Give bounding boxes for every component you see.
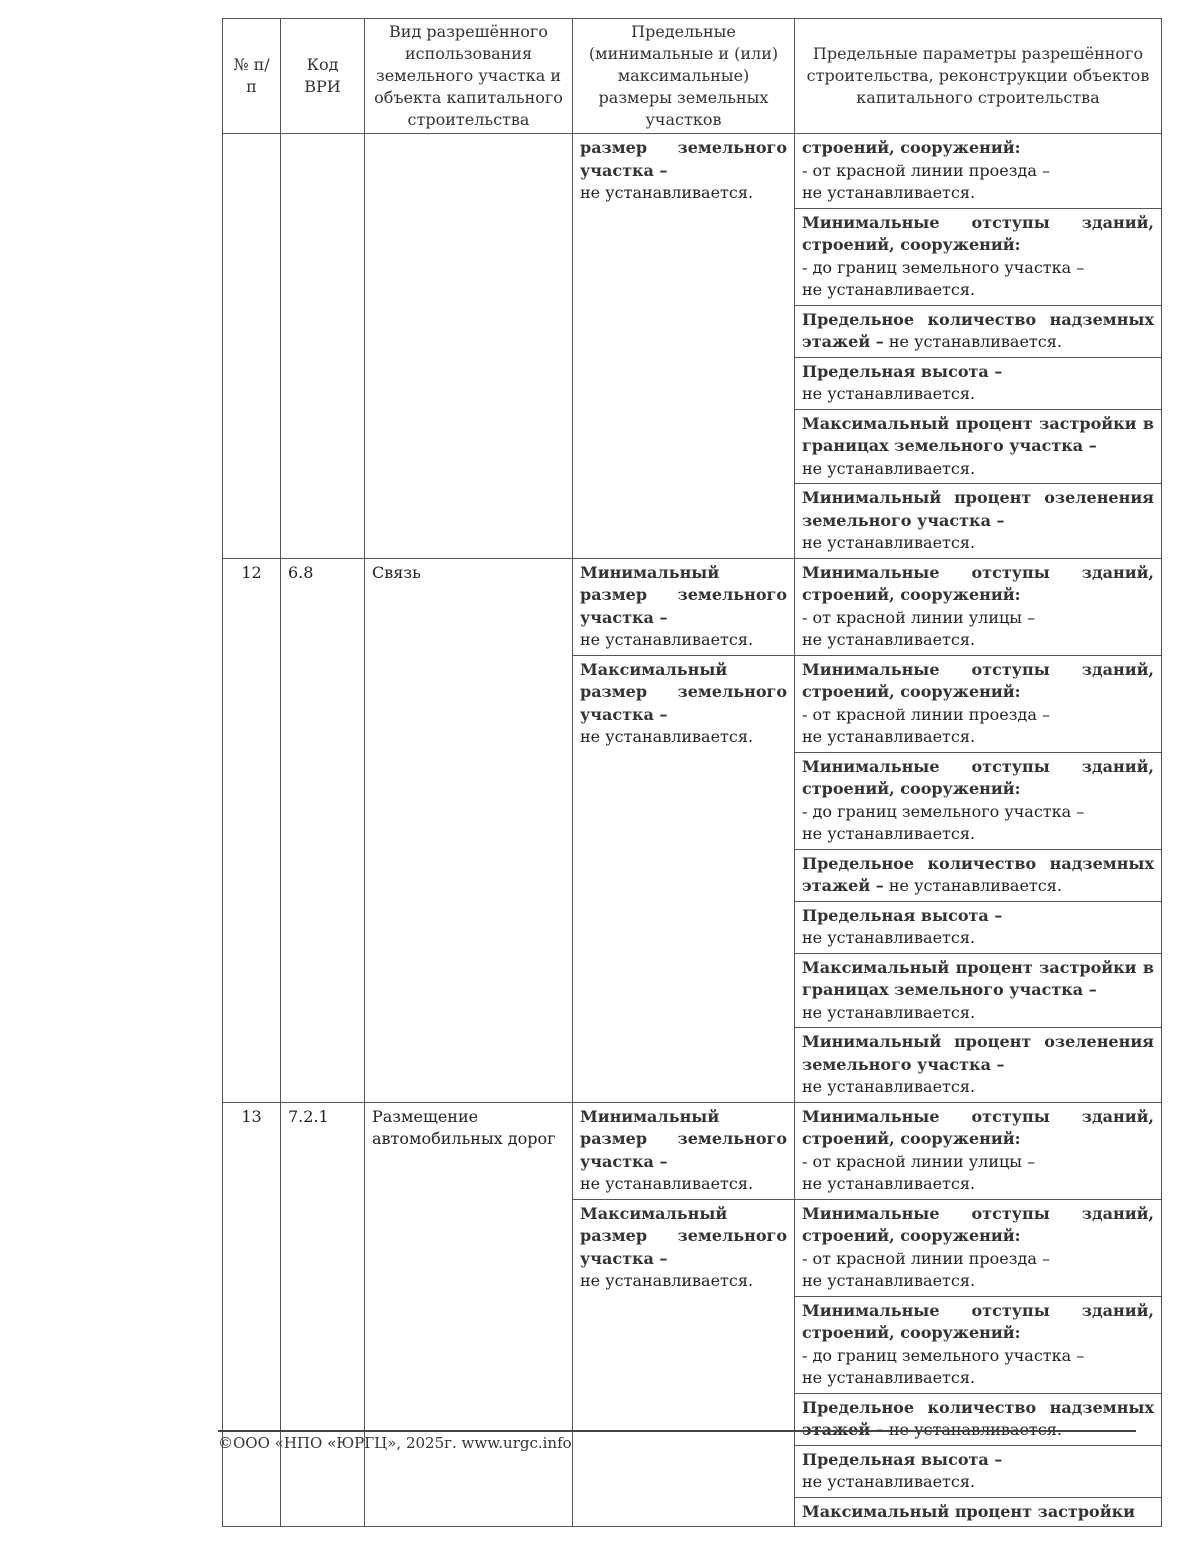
param-block bbox=[795, 306, 1161, 358]
param-value: не устанавливается. bbox=[802, 1368, 976, 1387]
param-label: Минимальные отступы зданий, строений, сооружений: bbox=[802, 1300, 1154, 1342]
param-label: Минимальные отступы зданий, строений, сооружений: bbox=[802, 562, 1154, 604]
pred-block bbox=[573, 1103, 794, 1199]
param-value: не устанавливается. bbox=[802, 280, 976, 299]
pred-block bbox=[573, 559, 794, 655]
param-label: Минимальные отступы зданий, строений, сооружений: bbox=[802, 212, 1154, 254]
cell-params bbox=[795, 558, 1162, 1102]
cell-num: 13 bbox=[223, 1102, 281, 1527]
param-value: не устанавливается. bbox=[883, 876, 1062, 895]
param-block bbox=[795, 850, 1161, 902]
footer-copyright: ©ООО «НПО «ЮРГЦ», 2025г. www.urgc.info bbox=[218, 1434, 572, 1452]
header-kod: Код ВРИ bbox=[281, 19, 365, 134]
cell-params bbox=[795, 134, 1162, 559]
param-condition: - до границ земельного участка – bbox=[802, 1345, 1085, 1365]
param-label: Предельное количество надземных этажей – bbox=[802, 853, 1154, 895]
cell-params bbox=[795, 1102, 1162, 1527]
pred-label: Максимальный размер земельного участка – bbox=[580, 659, 787, 724]
param-value: не устанавливается. bbox=[802, 824, 976, 843]
param-value: не устанавливается. bbox=[802, 1472, 976, 1491]
param-value: не устанавливается. bbox=[802, 384, 976, 403]
header-vid: Вид разрешённого использования земельного участка и объекта капитального строительства bbox=[365, 19, 573, 134]
cell-num: 12 bbox=[223, 558, 281, 1102]
param-condition: - от красной линии проезда – bbox=[802, 1248, 1050, 1268]
param-block bbox=[795, 559, 1161, 656]
param-block bbox=[795, 358, 1161, 410]
cell-kod: 7.2.1 bbox=[281, 1102, 365, 1527]
param-block bbox=[795, 1297, 1161, 1394]
cell-pred bbox=[573, 1102, 795, 1527]
param-block bbox=[795, 209, 1161, 306]
param-value: не устанавливается. bbox=[802, 533, 976, 552]
param-label: Минимальный процент озеленения земельного участка – bbox=[802, 1032, 1154, 1074]
param-label: Предельная высота – bbox=[802, 905, 1003, 925]
zoning-table bbox=[222, 18, 1162, 1527]
pred-value: не устанавливается. bbox=[580, 630, 754, 649]
param-condition: - от красной линии проезда – bbox=[802, 160, 1050, 180]
pred-value: не устанавливается. bbox=[580, 1174, 754, 1193]
cell-pred bbox=[573, 558, 795, 1102]
param-block bbox=[795, 484, 1161, 558]
cell-kod bbox=[281, 134, 365, 559]
param-block bbox=[795, 1394, 1161, 1446]
param-label: Минимальные отступы зданий, строений, сооружений: bbox=[802, 659, 1154, 701]
pred-block bbox=[573, 655, 794, 752]
cell-pred bbox=[573, 134, 795, 559]
cell-num bbox=[223, 134, 281, 559]
param-value: не устанавливается. bbox=[802, 1174, 976, 1193]
param-label: Предельное количество надземных этажей – bbox=[802, 309, 1154, 351]
param-block bbox=[795, 1200, 1161, 1297]
param-block bbox=[795, 1028, 1161, 1102]
param-value: не устанавливается. bbox=[802, 727, 976, 746]
param-label: Предельная высота – bbox=[802, 361, 1003, 381]
pred-value: не устанавливается. bbox=[580, 727, 754, 746]
param-value: не устанавливается. bbox=[802, 1271, 976, 1290]
table-row bbox=[223, 558, 1162, 1102]
param-condition: - от красной линии проезда – bbox=[802, 704, 1050, 724]
pred-label: Минимальный размер земельного участка – bbox=[580, 562, 787, 627]
pred-block bbox=[573, 134, 794, 208]
param-block bbox=[795, 954, 1161, 1029]
param-value: не устанавливается. bbox=[802, 1077, 976, 1096]
table-header-row bbox=[223, 19, 1162, 134]
param-condition: - до границ земельного участка – bbox=[802, 257, 1085, 277]
pred-block bbox=[573, 1199, 794, 1296]
footer-divider bbox=[218, 1430, 1136, 1432]
param-label: Минимальные отступы зданий, строений, сооружений: bbox=[802, 1106, 1154, 1148]
param-label: Максимальный процент застройки в границах земельного участка – bbox=[802, 957, 1154, 999]
param-block bbox=[795, 410, 1161, 485]
cell-kod: 6.8 bbox=[281, 558, 365, 1102]
table-row-continuation bbox=[223, 134, 1162, 559]
param-value: не устанавливается. bbox=[802, 928, 976, 947]
param-block bbox=[795, 134, 1161, 209]
param-value: не устанавливается. bbox=[883, 1420, 1062, 1439]
param-label: Максимальный процент застройки bbox=[802, 1501, 1135, 1521]
param-label: Предельная высота – bbox=[802, 1449, 1003, 1469]
header-pred: Предельные (минимальные и (или) максимальные) размеры земельных участков bbox=[573, 19, 795, 134]
header-param: Предельные параметры разрешённого строительства, реконструкции объектов капитального строительства bbox=[795, 19, 1162, 134]
param-label: Минимальные отступы зданий, строений, сооружений: bbox=[802, 1203, 1154, 1245]
param-label: Минимальные отступы зданий, строений, сооружений: bbox=[802, 756, 1154, 798]
param-value: не устанавливается. bbox=[802, 630, 976, 649]
pred-label: размер земельного участка – bbox=[580, 138, 787, 180]
cell-vid: Размещение автомобильных дорог bbox=[365, 1102, 573, 1527]
param-condition: - от красной линии улицы – bbox=[802, 1151, 1036, 1171]
param-value: не устанавливается. bbox=[802, 1002, 976, 1022]
pred-value: не устанавливается. bbox=[580, 183, 754, 202]
param-value: не устанавливается. bbox=[802, 183, 976, 202]
param-label: Минимальный процент озеленения земельного участка – bbox=[802, 488, 1154, 530]
param-condition: - от красной линии улицы – bbox=[802, 607, 1036, 627]
param-block bbox=[795, 902, 1161, 954]
param-block bbox=[795, 1103, 1161, 1200]
cell-vid: Связь bbox=[365, 558, 573, 1102]
param-label: Максимальный процент застройки в границах земельного участка – bbox=[802, 413, 1154, 455]
param-block bbox=[795, 753, 1161, 850]
table-row bbox=[223, 1102, 1162, 1527]
param-condition: - до границ земельного участка – bbox=[802, 801, 1085, 821]
param-block bbox=[795, 656, 1161, 753]
param-block bbox=[795, 1446, 1161, 1498]
pred-label: Минимальный размер земельного участка – bbox=[580, 1106, 787, 1171]
pred-label: Максимальный размер земельного участка – bbox=[580, 1203, 787, 1268]
param-label: строений, сооружений: bbox=[802, 138, 1021, 157]
cell-vid bbox=[365, 134, 573, 559]
pred-value: не устанавливается. bbox=[580, 1271, 754, 1290]
param-label: Предельное количество надземных этажей – bbox=[802, 1397, 1154, 1439]
param-value: не устанавливается. bbox=[802, 458, 976, 478]
header-num: № п/п bbox=[223, 19, 281, 134]
param-block bbox=[795, 1498, 1161, 1527]
param-value: не устанавливается. bbox=[883, 332, 1062, 351]
